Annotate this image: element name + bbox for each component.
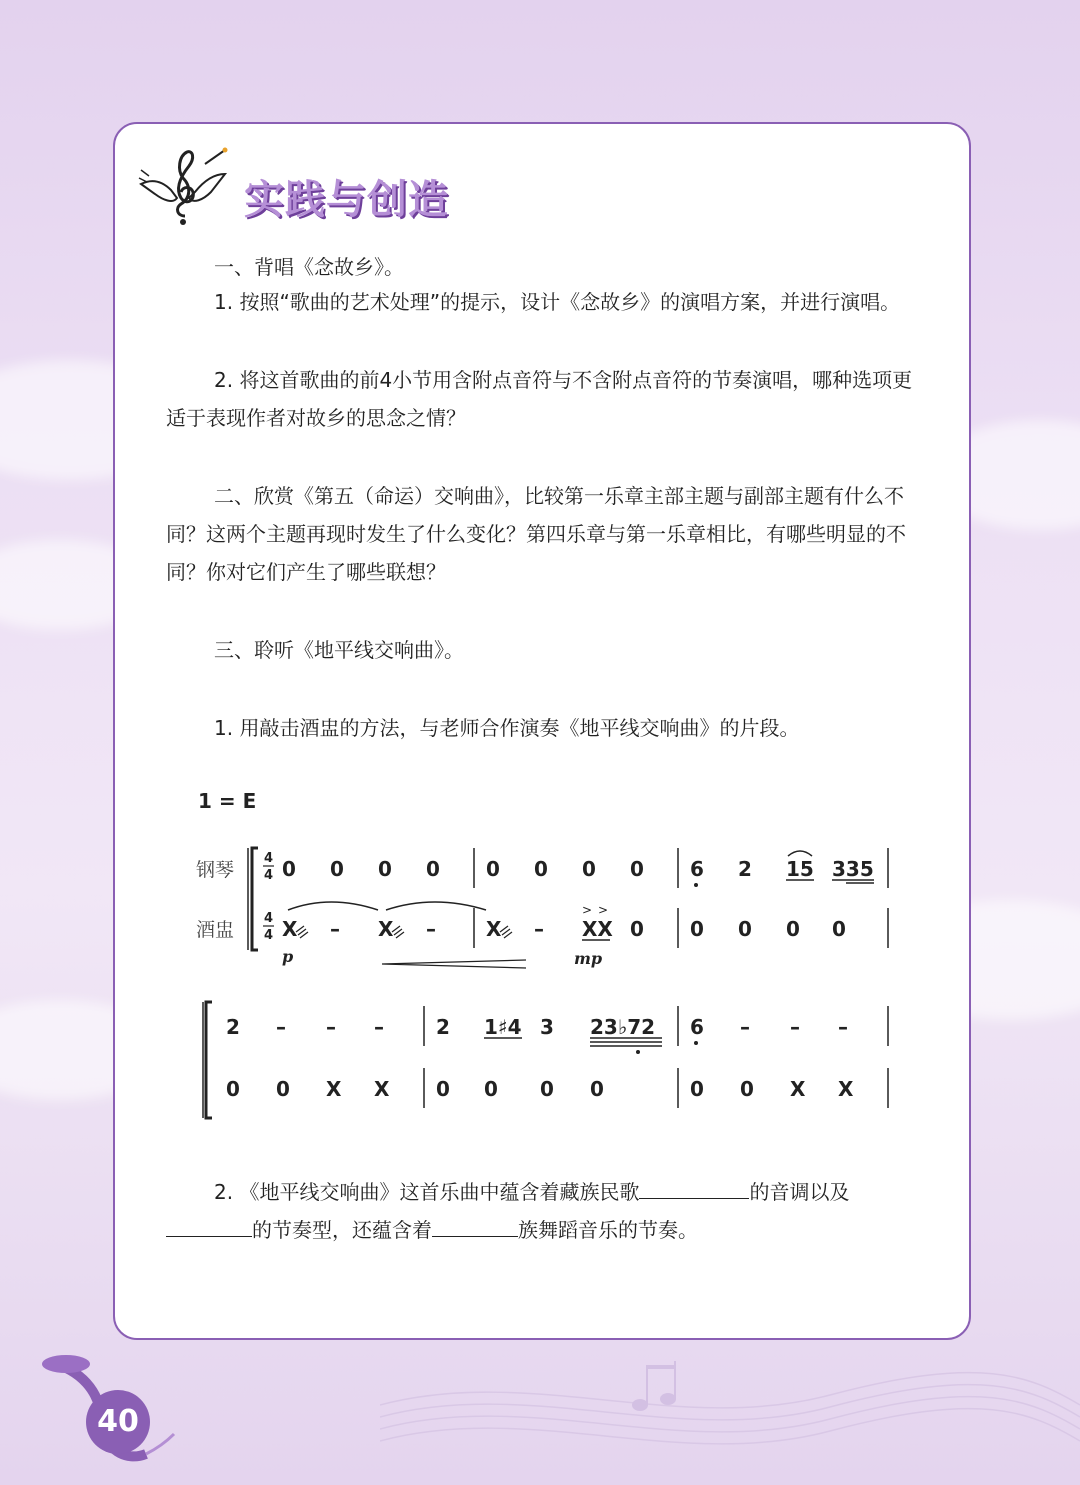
note: –: [374, 1015, 384, 1039]
section-title: 实践与创造: [244, 177, 449, 223]
low-octave-dot: [694, 1041, 698, 1045]
answer-blank-2[interactable]: [166, 1214, 252, 1237]
cup-rest: 0: [690, 917, 704, 941]
note: 2: [738, 857, 752, 881]
cup-rest: 0: [832, 917, 846, 941]
answer-blank-3[interactable]: [432, 1214, 518, 1237]
time-sig-bottom: 4: [264, 868, 274, 883]
question-text: 2. 《地平线交响曲》这首乐曲中蕴含着藏族民歌: [214, 1180, 640, 1204]
question-text: 的节奏型，还蕴含着: [252, 1218, 432, 1242]
time-sig-bottom: 4: [264, 928, 274, 943]
system-bracket: [206, 1002, 212, 1118]
music-staff-decoration: [380, 1345, 1080, 1485]
section3-title: 三、聆听《地平线交响曲》。: [214, 638, 464, 662]
note: –: [790, 1015, 800, 1039]
cup-hit: X: [486, 917, 502, 941]
note: 0: [282, 857, 296, 881]
note: 335: [832, 857, 874, 881]
note: 0: [486, 857, 500, 881]
section3-item1: 1. 用敲击酒盅的方法，与老师合作演奏《地平线交响曲》的片段。: [214, 716, 800, 740]
note: 15: [786, 857, 814, 881]
note: 0: [330, 857, 344, 881]
section1-item2: 2. 将这首歌曲的前4小节用含附点音符与不含附点音符的节奏演唱，哪种选项更适于表现作者对故乡的思念之情？: [166, 368, 913, 430]
cup-hit: X: [326, 1077, 342, 1101]
section3-item2: [166, 1173, 918, 1249]
time-sig-top: 4: [264, 911, 274, 926]
note: 3: [540, 1015, 554, 1039]
cup-rest: 0: [740, 1077, 754, 1101]
note: –: [838, 1015, 848, 1039]
cup-rest: 0: [484, 1077, 498, 1101]
section2-text: 二、欣赏《第五（命运）交响曲》，比较第一乐章主部主题与副部主题有什么不同？这两个主题再现时发生了什么变化？第四乐章与第一乐章相比，有哪些明显的不同？你对它们产生了哪些联想？: [166, 484, 906, 584]
rhythm-score: [190, 780, 910, 1130]
note: –: [740, 1015, 750, 1039]
section1-item1: 1. 按照“歌曲的艺术处理”的提示，设计《念故乡》的演唱方案，并进行演唱。: [214, 290, 901, 314]
dynamic-mp: mp: [574, 949, 603, 968]
cup-rest: 0: [690, 1077, 704, 1101]
system-bracket: [252, 848, 258, 950]
cup-hit: XX: [582, 917, 613, 941]
note: 2: [226, 1015, 240, 1039]
question-text: 族舞蹈音乐的节奏。: [518, 1218, 698, 1242]
cup-rest: 0: [590, 1077, 604, 1101]
cup-rest: 0: [630, 917, 644, 941]
low-octave-dot: [636, 1050, 640, 1054]
note: 0: [378, 857, 392, 881]
accent-mark: >: [598, 903, 609, 917]
note: 2: [436, 1015, 450, 1039]
note: –: [326, 1015, 336, 1039]
cup-rest: 0: [276, 1077, 290, 1101]
cup-rest: 0: [786, 917, 800, 941]
cup-hit: X: [838, 1077, 854, 1101]
section1-title: 一、背唱《念故乡》。: [214, 255, 404, 279]
cup-rest: 0: [436, 1077, 450, 1101]
note: 0: [582, 857, 596, 881]
note: 6: [690, 1015, 704, 1039]
note: 0: [534, 857, 548, 881]
question-text: 的音调以及: [749, 1180, 850, 1204]
piano-label: 钢琴: [196, 859, 235, 881]
slur: [788, 851, 812, 856]
accent-mark: >: [582, 903, 593, 917]
tie: [288, 902, 378, 910]
cup-label: 酒盅: [196, 919, 235, 941]
cup-rest: –: [534, 917, 544, 941]
tie: [386, 902, 486, 910]
cup-rest: –: [330, 917, 340, 941]
low-octave-dot: [694, 883, 698, 887]
cup-rest: –: [426, 917, 436, 941]
cup-hit: X: [790, 1077, 806, 1101]
cup-rest: 0: [540, 1077, 554, 1101]
cup-rest: 0: [738, 917, 752, 941]
answer-blank-1[interactable]: [639, 1176, 749, 1199]
cup-hit: X: [378, 917, 394, 941]
conductor-treble-clef-icon: [133, 138, 233, 228]
cup-hit: X: [374, 1077, 390, 1101]
dynamic-p: p: [282, 947, 294, 966]
cup-rest: 0: [226, 1077, 240, 1101]
time-sig-top: 4: [264, 851, 274, 866]
note: –: [276, 1015, 286, 1039]
crescendo-hairpin: [382, 960, 526, 968]
note: 0: [426, 857, 440, 881]
note: 1♯4: [484, 1015, 522, 1039]
note: 6: [690, 857, 704, 881]
page-number: 40: [97, 1404, 139, 1439]
note: 0: [630, 857, 644, 881]
cup-hit: X: [282, 917, 298, 941]
score-key: 1 = E: [198, 789, 257, 813]
note: 23♭72: [590, 1015, 656, 1039]
